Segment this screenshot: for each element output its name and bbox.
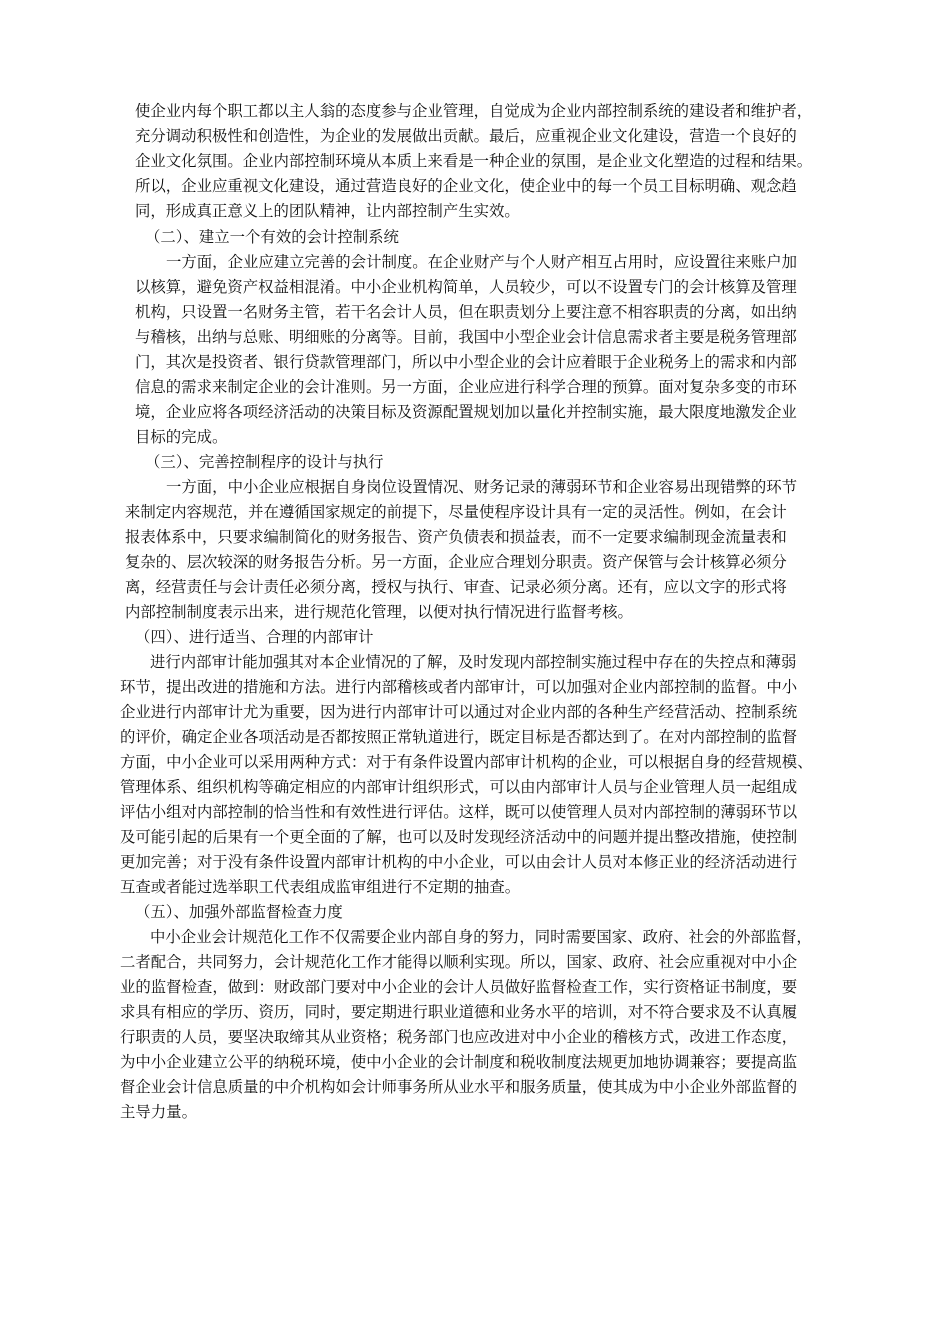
paragraph-line: 的评价，确定企业各项活动是否都按照正常轨道进行，既定目标是否都达到了。在对内部控制的监督 xyxy=(120,728,798,746)
paragraph-line: 评估小组对内部控制的恰当性和有效性进行评估。这样，既可以使管理人员对内部控制的薄弱环节以 xyxy=(120,803,798,821)
paragraph-line: 中小企业会计规范化工作不仅需要企业内部自身的努力，同时需要国家、政府、社会的外部监督， xyxy=(150,928,812,946)
paragraph-line: 与稽核，出纳与总账、明细账的分离等。目前，我国中小型企业会计信息需求者主要是税务管理部 xyxy=(135,328,797,346)
paragraph-line: 使企业内每个职工都以主人翁的态度参与企业管理，自觉成为企业内部控制系统的建设者和维护者， xyxy=(135,102,813,120)
paragraph-line: 门，其次是投资者、银行贷款管理部门，所以中小型企业的会计应着眼于企业税务上的需求和内部 xyxy=(135,353,797,371)
paragraph-line: 方面，中小企业可以采用两种方式：对于有条件设置内部审计机构的企业，可以根据自身的经营规模、 xyxy=(120,753,813,771)
paragraph-line: 求具有相应的学历、资历，同时，要定期进行职业道德和业务水平的培训，对不符合要求及不认真履 xyxy=(120,1003,798,1021)
paragraph-line: 行职责的人员，要坚决取缔其从业资格；税务部门也应改进对中小企业的稽核方式，改进工作态度， xyxy=(120,1028,798,1046)
paragraph-line: 督企业会计信息质量的中介机构如会计师事务所从业水平和服务质量，使其成为中小企业外部监督的 xyxy=(120,1078,798,1096)
section-heading: （二）、建立一个有效的会计控制系统 xyxy=(145,228,399,246)
paragraph-line: 同，形成真正意义上的团队精神，让内部控制产生实效。 xyxy=(135,202,520,220)
paragraph-line: 企业文化氛围。企业内部控制环境从本质上来看是一种企业的氛围，是企业文化塑造的过程和结果。 xyxy=(135,152,813,170)
paragraph-line: 及可能引起的后果有一个更全面的了解，也可以及时发现经济活动中的问题并提出整改措施，使控制 xyxy=(120,828,798,846)
section-heading: （四）、进行适当、合理的内部审计 xyxy=(135,628,374,646)
paragraph-line: 离，经营责任与会计责任必须分离，授权与执行、审查、记录必须分离。还有，应以文字的形式将 xyxy=(125,578,787,596)
paragraph-line: 业的监督检查，做到：财政部门要对中小企业的会计人员做好监督检查工作，实行资格证书制度，要 xyxy=(120,978,798,996)
paragraph-line: 管理体系、组织机构等确定相应的内部审计组织形式，可以由内部审计人员与企业管理人员一起组成 xyxy=(120,778,798,796)
paragraph-line: 境，企业应将各项经济活动的决策目标及资源配置规划加以量化并控制实施，最大限度地激发企业 xyxy=(135,403,797,421)
paragraph-line: 机构，只设置一名财务主管，若干名会计人员，但在职责划分上要注意不相容职责的分离，如出纳 xyxy=(135,303,797,321)
paragraph-line: 报表体系中，只要求编制简化的财务报告、资产负债表和损益表，而不一定要求编制现金流量表和 xyxy=(125,528,787,546)
paragraph-line: 充分调动积极性和创造性，为企业的发展做出贡献。最后，应重视企业文化建设，营造一个良好的 xyxy=(135,127,797,145)
paragraph-line: 进行内部审计能加强其对本企业情况的了解，及时发现内部控制实施过程中存在的失控点和薄弱 xyxy=(150,653,797,671)
paragraph-line: 企业进行内部审计尤为重要，因为进行内部审计可以通过对企业内部的各种生产经营活动、控制系统 xyxy=(120,703,798,721)
paragraph-line: 所以，企业应重视文化建设，通过营造良好的企业文化，使企业中的每一个员工目标明确、观念趋 xyxy=(135,177,797,195)
paragraph-line: 内部控制制度表示出来，进行规范化管理，以便对执行情况进行监督考核。 xyxy=(125,603,633,621)
paragraph-line: 信息的需求来制定企业的会计准则。另一方面，企业应进行科学合理的预算。面对复杂多变的市环 xyxy=(135,378,797,396)
paragraph-line: 二者配合，共同努力，会计规范化工作才能得以顺利实现。所以，国家、政府、社会应重视对中小企 xyxy=(120,953,798,971)
section-heading: （五）、加强外部监督检查力度 xyxy=(135,903,343,921)
paragraph-line: 复杂的、层次较深的财务报告分析。另一方面，企业应合理划分职责。资产保管与会计核算必须分 xyxy=(125,553,787,571)
paragraph-line: 来制定内容规范，并在遵循国家规定的前提下，尽量使程序设计具有一定的灵活性。例如，在会计 xyxy=(125,503,787,521)
paragraph-line: 为中小企业建立公平的纳税环境，使中小企业的会计制度和税收制度法规更加地协调兼容；要提高监 xyxy=(120,1053,798,1071)
paragraph-line: 一方面，中小企业应根据自身岗位设置情况、财务记录的薄弱环节和企业容易出现错弊的环节 xyxy=(166,478,798,496)
paragraph-line: 主导力量。 xyxy=(120,1103,197,1121)
paragraph-line: 一方面，企业应建立完善的会计制度。在企业财产与个人财产相互占用时，应设置往来账户加 xyxy=(166,253,798,271)
paragraph-line: 目标的完成。 xyxy=(135,428,228,446)
paragraph-line: 更加完善；对于没有条件设置内部审计机构的中小企业，可以由会计人员对本修正业的经济活动进行 xyxy=(120,853,798,871)
paragraph-line: 以核算，避免资产权益相混淆。中小企业机构简单，人员较少，可以不设置专门的会计核算及管理 xyxy=(135,278,797,296)
paragraph-line: 环节，提出改进的措施和方法。进行内部稽核或者内部审计，可以加强对企业内部控制的监督。中小 xyxy=(120,678,798,696)
paragraph-line: 互查或者能过选举职工代表组成监审组进行不定期的抽查。 xyxy=(120,878,521,896)
section-heading: （三）、完善控制程序的设计与执行 xyxy=(145,453,384,471)
